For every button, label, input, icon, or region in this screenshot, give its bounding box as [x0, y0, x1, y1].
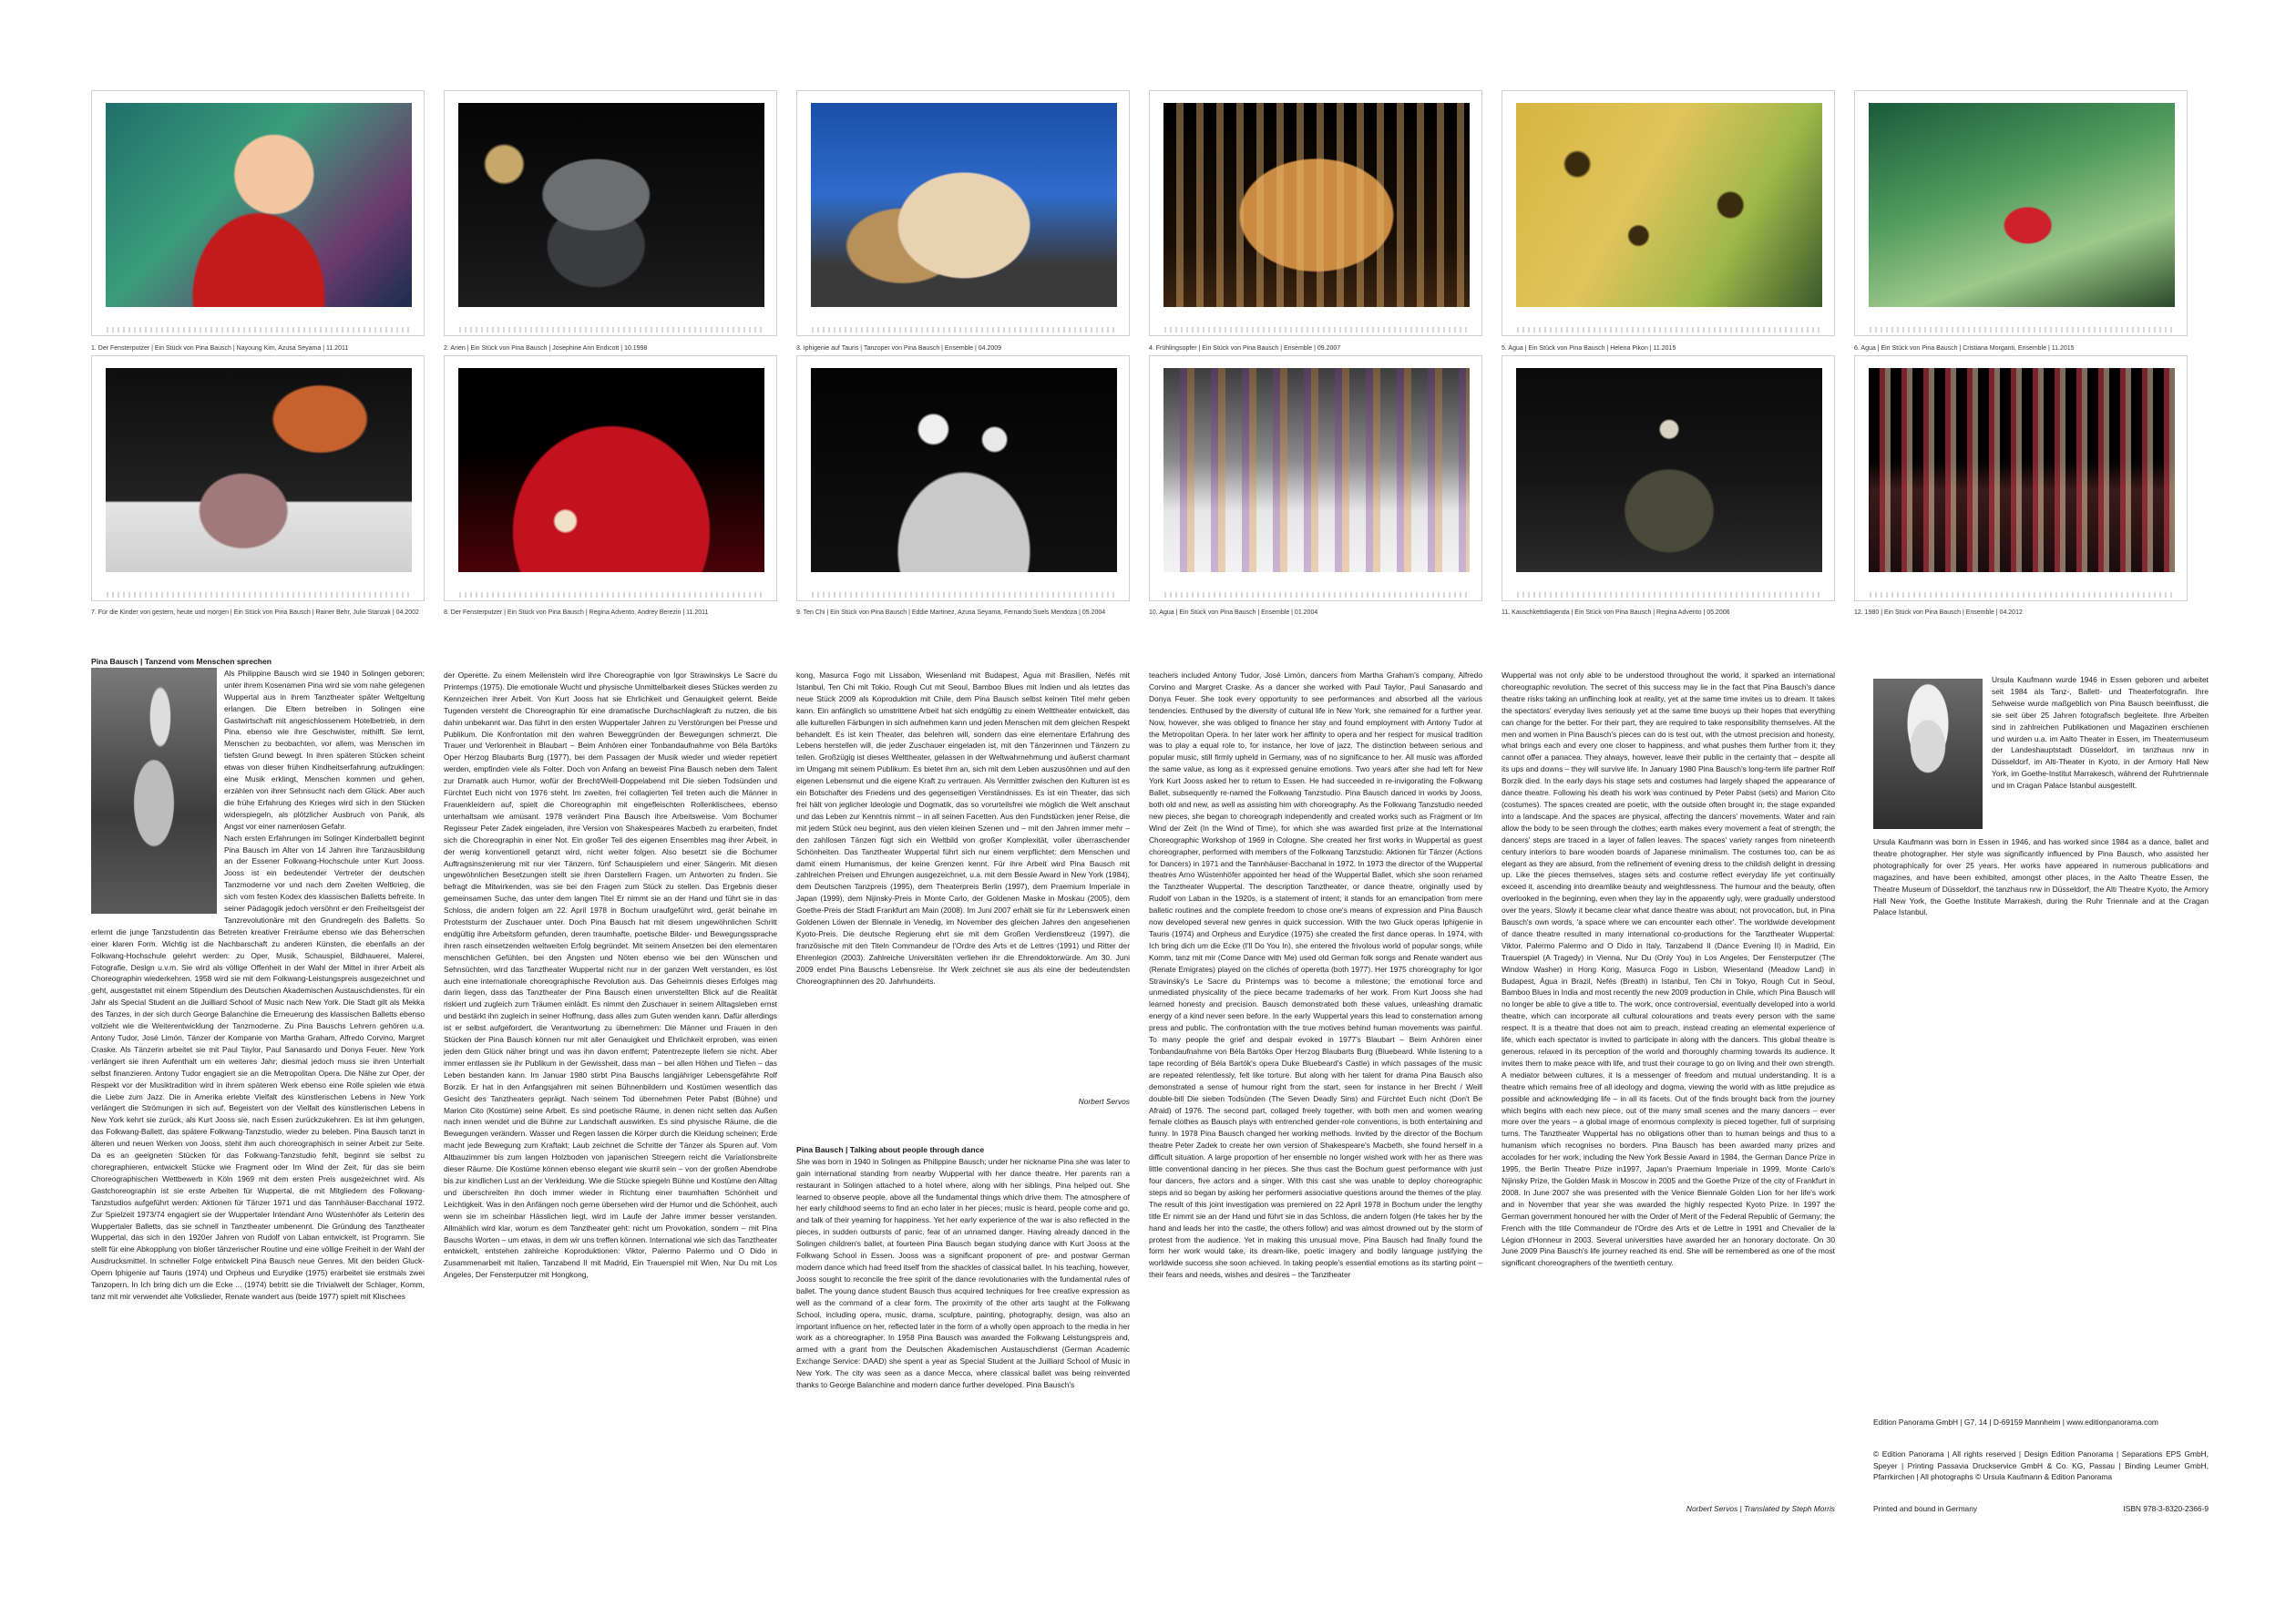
german-column-1	[91, 656, 425, 1530]
imprint-isbn: ISBN 978-3-8320-2366-9	[2123, 1504, 2209, 1513]
german-body-2: der Operette. Zu einem Meilenstein wird ihre Choreographie von Igor Strawinskys Le Sacre du Printemps (1975). Die emotionale Wucht und physische Unmittelbarkeit dieses Stückes werden zu Kennzeichen ihrer Arbeit. Von Kurt Jooss hat sie Ehrlichkeit und Genauigkeit gelernt. Beide Tugenden versteht die Choreographin für eine dramatische Durchschlagkraft zu nutzen, die bis dahin unbekannt war. Das führt in den ersten Wuppertaler Jahren zu Verstörungen bei Presse und Publikum. Die Konfrontation mit den wahren Beweggründen der Bewegungen schmerzt. Die Trauer und Verlorenheit in Blaubart – Beim Anhören einer Tonbandaufnahme von Béla Bartóks Oper Herzog Blaubarts Burg (1977), bei dem Passagen der Musik wieder und wieder repetiert werden, empfinden viele als Folter. Doch von Anfang an beweist Pina Bausch neben dem Talent zur Dramatik auch Humor, wofür der Brecht/Weill-Doppelabend mit Die sieben Todsünden und Fürchtet Euch nicht von 1976 steht. Im zweiten, frei collagierten Teil treten auch die Männer in Frauenkleidern auf, spielt die Choreographin mit eingefleischten Rollenklischees, ebenso unterhaltsam wie amüsant. 1978 verändert Pina Bausch ihre Arbeitsweise. Vom Bochumer Regisseur Peter Zadek eingeladen, ihre Version von Shakespeares Macbeth zu erarbeiten, findet sich die Choreographin in einer Not. Ein großer Teil des eigenen Ensembles mag ihrer Arbeit, in der wenig konventionell getanzt wird, nicht weiter folgen. Also besetzt sie die Bochumer Auftragsinszenierung mit nur vier Tänzern, fünf Schauspielern und einer Sängerin. Mit diesen ungewöhnlichen Besetzungen stellt sie ihren Darstellern Fragen, um Antworten zu finden. Sie befragt die Mitwirkenden, was sie bei den Fragen zum Stück zu stellen. Das Ergebnis dieser gemeinsamen Suche, das unter dem langen Titel Er nimmt sie an der Hand und führt sie in das Schloss, die andern folgen am 22. April 1978 in Bochum uraufgeführt wird, gerät beinahe im Proteststurm der Zuschauer unter. Doch Pina Bausch hat mit diesem ungewöhnlichen Schritt endgültig ihre Arbeitsform gefunden, deren traumhafte, poetische Bilder- und Bewegungssprache ihren rasch einsetzenden weltweiten Erfolg begründet. Mit seinem Ansetzen bei den elementaren menschlichen Gefühlen, bei den Ängsten und Nöten ebenso wie bei den Wünschen und Sehnsüchten, wird das Tanztheater Wuppertal nicht nur in der ganzen Welt verstanden, es löst auch eine internationale choreographische Revolution aus. Das Geheimnis dieses Erfolges mag darin liegen, dass das Tanztheater der Pina Bausch einen unverstellten Blick auf die Realität riskiert und zugleich zum Träumen einlädt. Es nimmt den Zuschauer in seinem Alltagsleben ernst und bestärkt ihn zugleich in seiner Hoffnung, dass alles zum Guten wenden kann. Dafür allerdings ist er selbst aufgefordert, die Verantwortung zu übernehmen: Die Männer und Frauen in den Stücken der Pina Bausch können nur mit aller Genauigkeit und Ehrlichkeit erproben, was einen jeden dem Glück näher bringt und was ihn davon entfernt; Patentrezepte liefern sie nicht. Aber immer entlassen sie ihr Publikum in der Gewissheit, dass man – bei allen Höhen und Tiefen – das Leben bestanden kann. Im Januar 1980 stirbt Pina Bauschs langjähriger Lebensgefährte Rolf Borzik. Er hat in den Anfangsjahren mit seinen Bühnenbildern und Kostümen wesentlich das Gesicht des Tanztheaters geprägt. Nach seinem Tod übernehmen Peter Pabst (Bühne) und Marion Cito (Kostüme) seine Arbeit. Es sind poetische Räume, in denen nicht selten das Außen nach innen wendet und die Bühne zur Landschaft auswirken. Es sind physische Räume, die die Bewegungen verändern. Wasser und Regen lassen die Körper durch die Kleidung scheinen; Erde macht jede Bewegung zum Kraftakt; Laub zeichnet die Schritte der Tänzer als Spuren auf. Vom Altbauzimmer bis zum langen Holzboden von japanischen Streegern reicht die Variationsbreite dieser Räume. Die Kostüme können ebenso elegant wie skurril sein – von der großen Abendrobe bis zur kindlichen Lust an der Verkleidung. Wie die Stücke spiegeln Bühne und Kostüme den Alltag und überschreiten ihn doch immer wieder in Richtung einer traumhaften Schönheit und Leichtigkeit. Was in den Anfängen noch gerne übersehen wird der Humor und die Schönheit, auch wenn sie im scheinbar Hässlichen liegt, wird im Laufe der Jahre immer besser verstanden. Allmählich wird klar, worum es dem Tanztheater geht: nicht um Provokation, sondern – mit Pina Bauschs Worten – um etwas, in dem wir uns treffen können. International wie sich das Tanztheater entwickelt, entstehen zahlreiche Koproduktionen: Viktor, Palermo Palermo und O Dido in Zusammenarbeit mit Italien, Tanzabend II mit Madrid, Ein Trauerspiel mit Wien, Nur Du mit Los Angeles, Der Fensterputzer mit Hongkong,	[444, 670, 777, 1280]
photo-agua-leopard	[1516, 103, 1822, 307]
caption-10: 10. Agua | Ein Stück von Pina Bausch | Ensemble | 01.2004	[1149, 609, 1318, 616]
imprint-rights: © Edition Panorama | All rights reserved | Design Edition Panorama | Separations EPS GmbH, Speyer | Printing Passavia Druckservice GmbH & Co. KG, Passau | Binding Leumer GmbH, Pfarrkirchen | All photographs © Ursula Kaufmann & Edition Panorama	[1873, 1449, 2209, 1481]
caption-7: 7. Für die Kinder von gestern, heute und morgen | Ein Stück von Pina Bausch | Rainer Behr, Julie Stanzak | 04.2002	[91, 609, 419, 616]
color-strip	[459, 327, 762, 333]
photo-card-10	[1149, 355, 1482, 601]
german-title: Pina Bausch | Tanzend vom Menschen sprechen	[91, 657, 272, 666]
photo-card-5	[1502, 90, 1835, 336]
photo-kinder-dancers	[106, 368, 412, 572]
caption-12: 12. 1980 | Ein Stück von Pina Bausch | Ensemble | 04.2012	[1854, 609, 2023, 616]
color-strip	[1870, 592, 2172, 598]
photo-card-6	[1854, 90, 2188, 336]
german-body-1: Nach ersten Erfahrungen im Solinger Kinderballett beginnt Pina Bausch im Alter von 14 Jahren ihre Tanzausbildung an der Essener Folkwang-Hochschule unter Kurt Jooss. Jooss ist ein bedeutender Vertreter der deutschen Tanzmoderne vor und nach dem Zweiten Weltkrieg, die sich vom festen Kodex des klassischen Balletts befreite. In seiner Pädagogik jedoch versöhnt er den Freiheitsgeist der Tanzrevolutionäre mit den Grundregeln des Balletts. So erlernt die junge Tanzstudentin das Betreten kreativer Freiräume ebenso wie das Beherrschen einer klaren Form. Wichtig ist die Nachbarschaft zu anderen Künsten, die ebenfalls an der Folkwang-Hochschule gelehrt werden: zu Oper, Musik, Schauspiel, Bildhauerei, Malerei, Fotografie, Design u.v.m. Sie wird als völlige Offenheit in der Wahl der Mittel in ihrer Arbeit als Choreographin wiederkehren. 1958 wird sie mit dem Folkwang-Leistungspreis ausgezeichnet und geht, ausgestattet mit einem Stipendium des Deutschen Akademischen Austauschdienstes, für ein Jahr als Special Student an die Juilliard School of Music nach New York. Die Stadt gilt als Mekka des Tanzes, in der sich durch George Balanchine die Erneuerung des klassischen Balletts ebenso vollzieht wie die Weiterentwicklung der Tanzmoderne. Zu Pina Bauschs Lehrern gehören u.a. Antony Tudor, José Limón, Tänzer der Kompanie von Martha Graham, Alfredo Corvino, Margret Craske. Als Tänzerin arbeitet sie mit Paul Taylor, Paul Sanasardo und Donya Feuer. New York verlängert sie ihren Aufenthalt um ein weiteres Jahr; diesmal jedoch muss sie ihren Unterhalt selbst finanzieren. Antony Tudor engagiert sie an die Metropolitan Opera. Die Nähe zur Oper, der Respekt vor der Musiktradition wird in ihrem späteren Werk ebenso eine Rolle spielen wie etwa die Liebe zum Jazz. Die in Amerika erlebte Vielfalt des künstlerischen Lebens in New York verlängert die Strömungen in sich auf. Begeistert von der Vielfalt des künstlerischen Lebens in New York kehrt sie zurück, als Kurt Jooss sie, nach Essen zurückzukehren. Es ist ihm gelungen, das Folkwang-Ballett, das spätere Folkwang-Tanzstudio, wieder zu beleben. Pina Bausch tanzt in älteren und neuen Werken von Jooss, steht ihm auch choreographisch in seiner Arbeit zur Seite. Da es an geeigneten Stücken für das Folkwang-Tanzstudio fehlt, beginnt sie selbst zu choregraphieren, entwickelt Stücke wie Fragment oder Im Wind der Zeit, für das sie beim Choreographischen Wettbewerb in Köln 1969 mit dem ersten Preis ausgezeichnet wird. Als Gastchoreographin ist sie erste Arbeiten für Wuppertal, die mit Mitgliedern des Folkwang-Tanzstudios aufgeführt werden: Aktionen für Tänzer 1971 und das Tannhäuser-Bacchanal 1972. Zur Spielzeit 1973/74 engagiert sie der Wuppertaler Intendant Arno Wüstenhöfer als Leiterin des Wuppertaler Balletts, das sie schnell in Tanztheater umbenennt. Die Gründung des Tanztheater Wuppertal, das sich in den 1920er Jahren von Rudolf von Laban entwickelt, ist Programm. Sie stellt für eine Abkopplung von bloßer tänzerischer Routine und eine völlige Freiheit in der Wahl der Ausdrucksmittel. In schneller Folge entwickelt Pina Bausch neue Genres. Mit den beiden Gluck-Opern Iphigenie auf Tauris (1974) und Orpheus und Eurydike (1975) erarbeitet sie erstmals zwei Tanzopern. In Ich bring dich um die Ecke ... (1974) betritt sie die Trivialwelt der Schlager, Komm, tanz mit mir verwendet alte Volkslieder, Renate wandert aus (beide 1977) spielt mit Klischees	[91, 833, 425, 1301]
german-column-2	[444, 670, 777, 1530]
color-strip	[812, 327, 1114, 333]
caption-9: 9. Ten Chi | Ein Stück von Pina Bausch | Eddie Martinez, Azusa Seyama, Fernando Suels Mendoza | 05.2004	[796, 609, 1106, 616]
caption-2: 2. Arien | Ein Stück von Pina Bausch | Josephine Ann Endicott | 10.1998	[444, 345, 648, 352]
german-body-3: kong, Masurca Fogo mit Lissabon, Wiesenland mit Budapest, Agua mit Brasilien, Nefés mit Istanbul, Ten Chi mit Tokio, Rough Cut mit Seoul, Bamboo Blues mit Indien und als letztes das neue Stück 2009 als Koproduktion mit Chile, dem Pina Bausch selbst keinen Titel mehr geben kann. Ein anfänglich so umstrittene Arbeit hat sich endgültig zu einem Welttheater entwickelt, das alle kulturellen Färbungen in sich aufnehmen kann und jeden Menschen mit dem gleichen Respekt behandelt. Es ist kein Theater, das belehren will, sondern das eine elementare Erfahrung des Lebens herstellen will, die jeder Zuschauer eingeladen ist, mit den Tänzerinnen und Tänzern zu teilen. Großzügig ist dieses Welttheater, gelassen in der Weltwahrnehmung und äußerst charmant im Umgang mit seinem Publikum. Es bietet ihm an, sich mit dem Leben auszusöhnen und auf den eigenen Lebensmut und die eigene Kraft zu vertrauen. Als Vermittler zwischen den Kulturen ist es ein Botschafter des Friedens und des gegenseitigen Verständnisses. Es ist ein Theater, das sich frei hält von jeglicher Ideologie und Dogmatik, das so vorurteilsfrei wie möglich die Welt anschaut und das Leben zur Kenntnis nimmt – in all seinen Facetten. Aus den Fundstücken jener Reise, die mit jedem Stück neu beginnt, aus den vielen kleinen Szenen und – mit den Jahren immer mehr – den zahllosen Tänzen fügt sich ein Weltbild von großer Komplexität, voller überraschender Schönheiten. Das Tanztheater Wuppertal führt sich nur einem verpflichtet: dem Menschen und damit einem Humanismus, der keine Grenzen kennt. Für ihre Arbeit wird Pina Bausch mit zahlreichen Preisen und Ehrungen ausgezeichnet, u.a. mit dem Bessie Award in New York (1984), dem Deutschen Tanzpreis (1995), dem Theaterpreis Berlin (1997), dem Praemium Imperiale in Japan (1999), dem Nijinsky-Preis in Monte Carlo, der Goldenen Maske in Moskau (2005), dem Goethe-Preis der Stadt Frankfurt am Main (2008). Im Juni 2007 erhält sie für ihr Lebenswerk einen Goldenen Löwen der Biennale in Venedig, im November des gleichen Jahres den angesehenen Kyoto-Preis. Die deutsche Regierung ehrt sie mit dem Großen Verdienstkreuz (1997), die französische mit den Titeln Commandeur de l'Ordre des Arts et de Lettres (1991) und Ritter der Ehrenlegion (2003). Zahlreiche Universitäten verliehen ihr die Ehrendoktorwürde. Am 30. Juni 2009 endet Pina Bauschs Lebensreise. Ihr Werk zeichnet sie aus als eine der bedeutendsten Choreographinnen des 20. Jahrhunderts.	[796, 670, 1130, 986]
photo-1980-ensemble	[1869, 368, 2175, 572]
photographer-bio-de: Ursula Kaufmann wurde 1946 in Essen geboren und arbeitet seit 1984 als Tanz-, Ballett- und Theaterfotografin. Ihre Sehweise wurde maßgeblich von Pina Bausch beeinflusst, die sie seit über 25 Jahren fotografisch begleitete. Ihre Arbeiten sind in zahlreichen Publikationen und Magazinen erschienen und wurden u.a. im Aalto Theater in Essen, im Theatermuseum der Landeshauptstadt Düsseldorf, im tanzhaus nrw in Düsseldorf, im Alti-Theater in Kyoto, in der Armory Hall New York, im Goethe-Institut Marrakesch, während der Ruhrtriennale und im Cragan Palace Istanbul ausgestellt.	[1992, 675, 2209, 791]
color-strip	[107, 592, 409, 598]
caption-11: 11. Kauschkettdiagenda | Ein Stück von Pina Bausch | Regina Advento | 05.2006	[1502, 609, 1730, 616]
caption-1: 1. Der Fensterputzer | Ein Stück von Pina Bausch | Nayoung Kim, Azusa Seyama | 11.2011	[91, 345, 349, 352]
caption-4: 4. Frühlingsopfer | Ein Stück von Pina Bausch | Ensemble | 09.2007	[1149, 345, 1341, 352]
color-strip	[1164, 592, 1467, 598]
imprint-printed: Printed and bound in Germany	[1873, 1504, 1978, 1513]
color-strip	[459, 592, 762, 598]
photo-kauschkettdiagenda-crocodiles	[1516, 368, 1822, 572]
photo-card-11	[1502, 355, 1835, 601]
photo-card-12	[1854, 355, 2188, 601]
german-author: Norbert Servos	[1078, 1097, 1130, 1106]
photo-agua-red-dress	[1869, 103, 2175, 307]
photo-card-2	[444, 90, 777, 336]
photo-fensterputzer-baby	[106, 103, 412, 307]
mixed-column-3	[796, 670, 1130, 1520]
english-body-2: teachers included Antony Tudor, José Limón, dancers from Martha Graham's company, Alfredo Corvino and Margret Craske. As a dancer she worked with Paul Taylor, Paul Sanasardo and Donya Feuer. She took every opportunity to see performances and absorbed all the various tendencies. Enthused by the diversity of cultural life in New York, she remained for a further year. Now, however, she was obliged to finance her stay and found employment with Antony Tudor at the Metropolitan Opera. In her later work her affinity to opera and her respect for musical tradition was to play a equal role to, for instance, her love of jazz. The distinction between serious and popular music, still firmly upheld in Germany, was of no significance to her. All music was afforded the same value, as long as it expressed genuine emotions. Two years after she had left for New York Kurt Jooss asked her to return to Essen. He had succeeded in re-invigorating the Folkwang Ballet, subsequently re-named the Folkwang Tanzstudio. Pina Bausch danced in works by Jooss, both old and new, as well as assisting him with choreography. As the Folkwang Tanzstudio needed new pieces, she began to choreograph independently and created works such as Fragment or Im Wind der Zeit (In the Wind of Time), for which she was awarded first prize at the International Choreographic Workshop of 1969 in Cologne. She created her first works in Wuppertal as guest choreographer, performed with members of the Folkwang Tanzstudio: Aktionen für Tänzer (Actions for Dancers) in 1971 and the Tannhäuser-Bacchanal in 1972. In 1973 the director of the Wuppertal theatres Arno Wüstenhöfer appointed her head of the Wuppertal Ballet, which she soon renamed the Tanztheater Wuppertal. The description Tanztheater, or dance theatre, originally used by Rudolf von Laban in the 1920s, is a statement of intent; it stands for an emancipation from mere balletic routines and the complete freedom to chose one's means of expression and Pina Bausch now developed several new genres in quick succession. With the two Gluck operas Iphigenie in Tauris (1974) and Orpheus and Eurydice (1975) she created the first dance operas. In 1974, with Ich bring dich um die Ecke (I'll Do You In), she entered the frivolous world of popular songs, while Komm, tanz mit mir (Come Dance with Me) used old German folk songs and Renate wandert aus (Renate Emigrates) played on the clichés of operetta (both 1977). Her 1975 choreography for Igor Stravinsky's Le Sacre du Printemps was to become a milestone; the emotional force and unmediated physicality of the piece became trademarks of her work. From Kurt Jooss she had learned honesty and precision. Bausch demonstrated both these values, unleashing dramatic energy of a kind never seen before. In the early Wuppertal years this lead to consternation among press and public. The confrontation with the true motives behind human movements was painful. To many people the grief and despair evoked in 1977's Blaubart – Beim Anhören einer Tonbandaufnahme von Béla Bartóks Oper Herzog Blaubarts Burg (Bluebeard. While listening to a tape recording of Béla Bartók's opera Duke Bluebeard's Castle) in which passages of the music are repeated relentlessly, felt like torture. But along with her talent for drama Pina Bausch also demonstrated a sense of humour right from the start, seen for instance in her Brecht / Weill double-bill Die sieben Todsünden (The Seven Deadly Sins) and Fürchtet Euch nicht (Don't Be Afraid) of 1976. The second part, collaged freely together, with both men and women wearing female clothes as Bausch plays with entrenched gender-role conventions, is both entertaining and funny. In 1978 Pina Bausch changed her working methods. Invited by the director of the Bochum theatre Peter Zadek to create her own version of Shakespeare's Macbeth, she found herself in a difficult situation. A large proportion of her ensemble no longer wished work with her as there was little conventional dancing in her pieces. She thus cast the Bochum guest performance with just four dancers, five actors and a singer. With this cast she was unable to deploy choreographic steps and so began by asking her performers associative questions around the themes of the play. The result of this joint investigation was premiered on 22 April 1978 in Bochum under the lengthy title Er nimmt sie an der Hand und führt sie in das Schloss, die andern folgen (He takes her by the hand and leads her into the castle, the others follow) and was almost drowned out by the storm of protest from the audience. Yet in making this unusual move, Pina Bausch had finally found the form her work would take, its dream-like, poetic imagery and bodily language justifying the worldwide success she soon achieved. In taking people's essential emotions as its starting point – their fears and needs, wishes and desires – the Tanztheater	[1149, 670, 1482, 1280]
portrait-ursula-kaufmann	[1873, 679, 1983, 829]
photo-card-8	[444, 355, 777, 601]
photo-fensterputzer-flowers	[458, 368, 764, 572]
photo-card-7	[91, 355, 425, 601]
english-title: Pina Bausch | Talking about people through dance	[796, 1144, 985, 1154]
english-column-4	[1149, 670, 1482, 1530]
color-strip	[812, 592, 1114, 598]
photo-card-9	[796, 355, 1130, 601]
photo-ten-chi-snow	[811, 368, 1117, 572]
color-strip	[1517, 327, 1819, 333]
portrait-pina-bausch	[91, 668, 217, 914]
photo-iphigenie-ensemble	[811, 103, 1117, 307]
color-strip	[1870, 327, 2172, 333]
caption-8: 8. Der Fensterputzer | Ein Stück von Pina Bausch | Regina Advento, Andrey Berezin | 11.2011	[444, 609, 709, 616]
photographer-bio-en: Ursula Kaufmann was born in Essen in 1946, and has worked since 1984 as a dance, ballet and theatre photographer. Her style was significantly influenced by Pina Bausch, who assisted her photographically for over 25 years. Her works have appeared in numerous publications and magazines, and have been exhibited, amongst other places, in the Aalto Theatre Essen, the Theatre Museum of Düsseldorf, the tanzhaus nrw in Düsseldorf, the Alti Theatre Kyoto, the Armory Hall New York, the Goethe Institute Marrakesh, during the Ruhr Triennale and at the Cragan Palace Istanbul.	[1873, 837, 2209, 917]
english-body-3: Wuppertal was not only able to be understood throughout the world, it sparked an international choreographic revolution. The secret of this success may lie in the fact that Pina Bausch's dance theatre risks taking an unflinching look at reality, yet at the same time invites us to dream. It takes the spectators' everyday lives seriously yet at the same time buoys up their hopes that everything can change for the better. For their part, they are required to take responsibility themselves. All the men and women in Pina Bausch's pieces can do is test out, with the utmost precision and honesty, what brings each and every one closer to happiness, and what pushes them further from it; they cannot offer a panacea. They always, however, leave their public in the certainty that – despite all its ups and downs – they will survive life. In January 1980 Pina Bausch's long-term life partner Rolf Borzik died. In the early days his stage sets and costumes had largely shaped the appearance of dance theatre. Following his death his work was continued by Peter Pabst (sets) and Marion Cito (costumes). The spaces created are poetic, with the outside often brought in, the stage expanded into a landscape. And the spaces are physical, affecting the dancers' movements. Water and rain allow the body to be seen through the clothes; earth makes every movement a feat of strength; the dancers' steps are traced in a layer of fallen leaves. The spaces' variety ranges from nineteenth century interiors to bare wooden boards of Japanese minimalism. The costumes too, can be as elegant as they are absurd, from the refinement of evening dress to the childish delight in dressing up. Like the pieces themselves, stages sets and costume reflect everyday life yet continually exceed it, ascending into dreamlike beauty and weightlessness. The humour and the beauty, often overlooked in the beginning, even when they lay in the apparently ugly, were gradually understood over the years. Slowly it became clear what dance theatre was about; not provocation, but, in Pina Bausch's own words, 'a space where we can encounter each other'. The worldwide development of dance theatre resulted in many international co-productions for the Tanztheater Wuppertal: Viktor, Palermo Palermo and O Dido in Italy, Tanzabend II (Dance Evening II) in Madrid, Ein Trauerspiel (A Tragedy) in Vienna, Nur Du (Only You) in Los Angeles, Der Fensterputzer (The Window Washer) in Hong Kong, Masurca Fogo in Lisbon, Wiesenland (Meadow Land) in Budapest, Água in Brazil, Nefés (Breath) in Istanbul, Ten Chi in Tokyo, Rough Cut in Seoul, Bamboo Blues in India and most recently the new 2009 production in Chile, which Pina Bausch will no longer be able to give a title to. The work, once controversial, eventually developed into a world theatre, which can incorporate all cultural colourations and treats every person with the same respect. It is a theatre that does not aim to preach, instead creating an elemental experience of life, which each spectator is invited to participate in along with the dancers. This global theatre is generous, relaxed in its perception of the world and thoroughly charming towards its audience. It invites them to make peace with life, and trust their courage to go on living and their own strength. A mediator between cultures, it is a messenger of freedom and mutual understanding. It is a theatre which remains free of all ideology and dogma, viewing the world with as little prejudice as possible and acknowledging life – in all its facets. Out of the finds brought back from the journey which begins with each new piece, out of the many small scenes and the many dancers – ever more over the years – a global image of enormous complexity is pieced together, full of surprising turns. The Tanztheater Wuppertal has no obligations other than to human beings and thus to a humanism which recognises no borders. Pina Bausch has been awarded many prizes and accolades for her work, including the New York Bessie Award in 1984, the German Dance Prize in 1995, the Berlin Theatre Prize in1997, Japan's Praemium Imperiale in 1999, Monte Carlo's Nijinsky Prize, the Golden Mask in Moscow in 2005 and the Goethe Prize of the city of Frankfurt in 2008. In June 2007 she was presented with the Venice Biennale Golden Lion for her life's work and in November that year she was awarded the highly respected Kyoto Prize. In 1997 the German government honoured her with the Order of Merit of the Federal Republic of Germany; the French with the title Commandeur de l'Ordre des Arts et de Lettre in 1991 and Chevalier de la Légion d'Honneur in 2003. Several universities have awarded her an honorary doctorate. On 30 June 2009 Pina Bausch's life journey reached its end. She will be remembered as one of the most significant choreographers of the twentieth century.	[1502, 670, 1835, 1268]
photo-arien-hippo	[458, 103, 764, 307]
english-author: Norbert Servos | Translated by Steph Morris	[1686, 1504, 1835, 1513]
photo-card-3	[796, 90, 1130, 336]
color-strip	[1164, 327, 1467, 333]
caption-3: 3. Iphigenie auf Tauris | Tanzoper von Pina Bausch | Ensemble | 04.2009	[796, 345, 1002, 352]
photo-fruehlingsopfer	[1163, 103, 1470, 307]
caption-5: 5. Agua | Ein Stück von Pina Bausch | Helena Pikon | 11.2015	[1502, 345, 1676, 352]
photo-agua-ensemble-chairs	[1163, 368, 1470, 572]
german-intro: Als Philippine Bausch wird sie 1940 in Solingen geboren; unter ihrem Kosenamen Pina wird sie vom nahe gelegenen Wuppertal aus in ihrem Tanztheater später Weltgeltung erlangen. Die Eltern betreiben in Solingen eine Gastwirtschaft mit angeschlossenem Hotelbetrieb, in dem Pina, ebenso wie ihre Geschwister, mithilft. Sie lernt, Menschen zu beobachten, vor allem, was Menschen im tiefsten Grund bewegt. In ihren späteren Stücken scheint etwas von dieser frühen Kindheitserfahrung aufzuklingen: eine Musik erklingt, Menschen kommen und gehen, erzählen von ihrer Sehnsucht nach dem Glück. Aber auch die frühe Erfahrung des Krieges wird sich in den Stücken widerspiegeln, als plötzlicher Ausbruch von Panik, als Angst vor einer namenlosen Gefahr.	[224, 668, 425, 831]
caption-6: 6. Agua | Ein Stück von Pina Bausch | Cristiana Morganti, Ensemble | 11.2015	[1854, 345, 2075, 352]
english-column-5	[1502, 670, 1835, 1515]
color-strip	[1517, 592, 1819, 598]
photo-card-1	[91, 90, 425, 336]
photo-card-4	[1149, 90, 1482, 336]
english-body-1: She was born in 1940 in Solingen as Philippine Bausch; under her nickname Pina she was later to gain international standing from nearby Wuppertal with her dance theatre. Her parents ran a restaurant in Solingen attached to a hotel where, along with her siblings, Pina helped out. She learned to observe people, above all the fundamental things which drive them. The atmosphere of her early childhood seems to find an echo later in her pieces; music is heard, people come and go, and talk of their yearning for happiness. Yet her early experience of the war is also reflected in the pieces, in sudden outbursts of panic, fear of an unnamed danger. Having already danced in the Solingen children's ballet, at fourteen Pina Bausch began studying dance with Kurt Jooss at the Folkwang School in Essen. Jooss was a significant proponent of pre- and postwar German modern dance which had freed itself from the shackles of classical ballet. In his teaching, however, Jooss sought to reconcile the free spirit of the dance revolutionaries with the fundamental rules of ballet. The young dance student Bausch thus acquired techniques for free creative expression as well as the command of a clear form. The proximity of the other arts taught at the Folkwang School, including opera, music, drama, sculpture, painting, photography, design, was also an important influence on her, reflected later in the form of a wholly open approach to the media in her work as a choreographer. In 1958 Pina Bausch was awarded the Folkwang Leistungspreis and, armed with a grant from the Deutschen Akademischen Austauschdienst (German Academic Exchange Service: DAAD) she spent a year as Special Student at the Juilliard School of Music in New York. The city was seen as a dance Mecca, where classical ballet was being reinvented thanks to George Balanchine and modern dance further developed. Pina Bausch's	[796, 1156, 1130, 1390]
imprint-publisher: Edition Panorama GmbH | G7, 14 | D-69159 Mannheim | www.editionpanorama.com	[1873, 1418, 2158, 1427]
color-strip	[107, 327, 409, 333]
